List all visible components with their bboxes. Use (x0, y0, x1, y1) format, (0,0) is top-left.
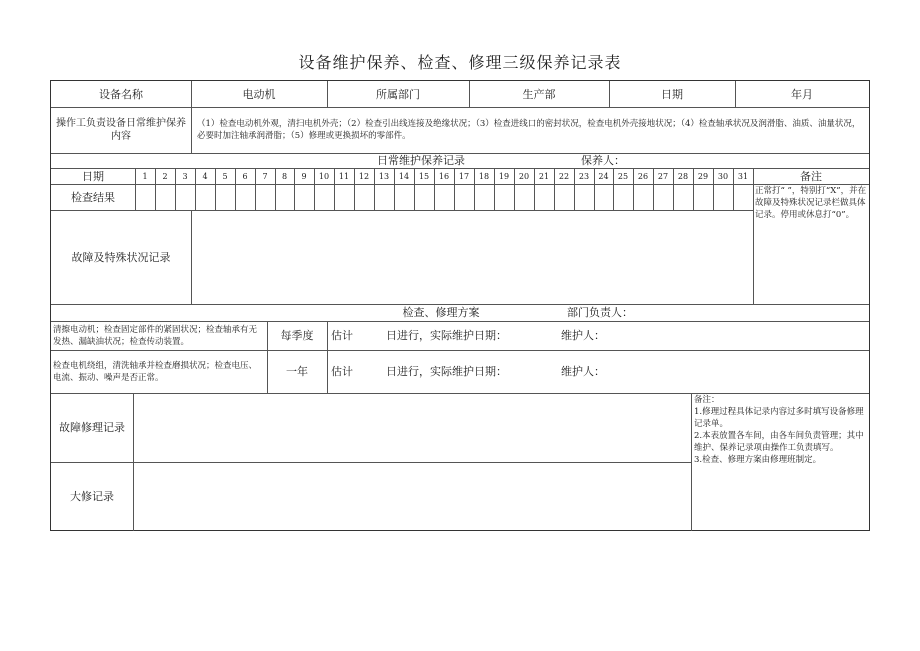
day-header-cell: 22 (558, 171, 570, 181)
day-header-cell: 30 (717, 171, 729, 181)
day-check-cell[interactable] (275, 184, 294, 210)
remarks-note: 正常打“ ”，特别打“X”，并在故障及特殊状况记录栏做具体记录。停用或休息打“0”。 (755, 186, 867, 220)
day-header-cell: 10 (318, 171, 330, 181)
day-check-cell[interactable] (713, 184, 733, 210)
day-check-cell[interactable] (294, 184, 314, 210)
day-header-cell: 29 (697, 171, 709, 181)
day-check-cell[interactable] (434, 184, 454, 210)
day-header-cell: 19 (498, 171, 510, 181)
day-header-cell: 28 (677, 171, 689, 181)
fault-repair-label: 故障修理记录 (59, 421, 125, 434)
day-check-cell[interactable] (474, 184, 494, 210)
day-check-cell[interactable] (574, 184, 594, 210)
day-check-cell[interactable] (534, 184, 554, 210)
repair-notes (694, 394, 868, 524)
day-header-cell: 31 (737, 171, 749, 181)
day-header-cell: 7 (262, 171, 268, 181)
form-title: 设备维护保养、检查、修理三级保养记录表 (298, 53, 622, 72)
fault-special-input[interactable] (192, 211, 752, 303)
yearly-cycle: 一年 (286, 365, 308, 378)
day-header-cell: 11 (338, 171, 350, 181)
day-check-cell[interactable] (334, 184, 354, 210)
fault-repair-input[interactable] (134, 394, 690, 461)
day-header-cell: 24 (598, 171, 609, 181)
day-header-cell: 1 (142, 171, 148, 181)
daily-maintainer-label: 保养人： (581, 154, 625, 167)
day-check-cell[interactable] (733, 184, 753, 210)
repair-note-2: 2.本表放置各车间，由各车间负责管理；其中维护、保养记录项由操作工负责填写。 (694, 431, 864, 453)
day-header-cell: 9 (301, 171, 307, 181)
day-check-cell[interactable] (135, 184, 155, 210)
day-header-cell: 6 (242, 171, 248, 181)
quarterly-plan[interactable]: 估计 日进行，实际维护日期： (331, 329, 507, 342)
department-head-label: 部门负责人： (567, 306, 633, 319)
day-header-cell: 3 (182, 171, 188, 181)
day-check-cell[interactable] (594, 184, 613, 210)
day-header-cell: 2 (162, 171, 168, 181)
inspection-section-title: 检查、修理方案 (402, 306, 480, 319)
yearly-inspection-content: 检查电机绕组，清洗轴承并检查磨损状况；检查电压、电流、振动、噪声是否正常。 (53, 360, 258, 383)
day-header-cell: 15 (418, 171, 430, 181)
remarks-label: 备注 (800, 169, 822, 183)
day-header-cell: 16 (438, 171, 450, 181)
equipment-name-value[interactable]: 电动机 (242, 87, 276, 101)
day-header-cell: 13 (378, 171, 390, 181)
day-header-cell: 27 (657, 171, 669, 181)
department-value[interactable]: 生产部 (522, 87, 556, 101)
day-check-cell[interactable] (354, 184, 374, 210)
check-result-label: 检查结果 (71, 190, 115, 204)
day-header-cell: 12 (358, 171, 370, 181)
day-check-cell[interactable] (195, 184, 215, 210)
yearly-maintainer[interactable]: 维护人： (561, 365, 605, 378)
day-header-cell: 18 (478, 171, 490, 181)
day-check-cell[interactable] (633, 184, 653, 210)
quarterly-maintainer[interactable]: 维护人： (561, 329, 605, 342)
day-check-cell[interactable] (235, 184, 255, 210)
day-check-cell[interactable] (414, 184, 434, 210)
date-label: 日期 (661, 87, 683, 101)
repair-note-3: 3.检查、修理方案由修理班制定。 (694, 455, 822, 465)
day-header-cell: 14 (398, 171, 410, 181)
day-check-cell[interactable] (454, 184, 474, 210)
day-header-cell: 17 (458, 171, 470, 181)
day-check-cell[interactable] (175, 184, 195, 210)
operator-maintenance-content: （1）检查电动机外观，清扫电机外壳；（2）检查引出线连接及绝缘状况；（3）检查进线口的密封状况，检查电机外壳接地状况；（4）检查轴承状况及润滑脂、油质、油量状况，必要时加注轴承润滑脂；（5）修理或更换损坏的零部件。 (197, 119, 861, 141)
repair-notes-title: 备注： (694, 395, 720, 405)
day-check-cell[interactable] (514, 184, 534, 210)
year-month-field[interactable]: 年月 (791, 87, 813, 101)
day-header-cell: 5 (222, 171, 228, 181)
day-check-cell[interactable] (494, 184, 514, 210)
day-check-cell[interactable] (673, 184, 693, 210)
day-header-cell: 23 (578, 171, 590, 181)
maintenance-record-form (50, 80, 870, 531)
day-header-cell: 4 (202, 171, 208, 181)
day-check-cell[interactable] (613, 184, 633, 210)
day-check-cell[interactable] (314, 184, 334, 210)
day-check-cell[interactable] (255, 184, 275, 210)
day-header-cell: 8 (281, 171, 288, 181)
day-check-cell[interactable] (554, 184, 574, 210)
day-header-cell: 20 (518, 171, 530, 181)
yearly-plan[interactable]: 估计 日进行，实际维护日期： (331, 365, 507, 378)
day-header-cell: 25 (617, 171, 629, 181)
overhaul-input[interactable] (134, 463, 690, 529)
day-column-label: 日期 (82, 169, 104, 183)
day-check-cell[interactable] (215, 184, 235, 210)
repair-note-1: 1.修理过程具体记录内容过多时填写设备修理记录单。 (694, 407, 864, 429)
day-check-cell[interactable] (693, 184, 713, 210)
daily-section-title: 日常维护保养记录 (377, 154, 465, 167)
day-header-cell: 26 (637, 171, 649, 181)
department-label: 所属部门 (376, 87, 420, 101)
day-check-cell[interactable] (155, 184, 175, 210)
fault-special-label: 故障及特殊状况记录 (71, 250, 171, 264)
quarterly-inspection-content: 清擦电动机；检查固定部件的紧固状况；检查轴承有无发热、漏缺油状况；检查传动装置。 (53, 324, 258, 347)
day-header-cell: 21 (538, 171, 550, 181)
day-check-cell[interactable] (374, 184, 394, 210)
overhaul-label: 大修记录 (70, 489, 114, 503)
operator-maintenance-label: 操作工负责设备日常维护保养内容 (56, 118, 186, 142)
day-check-cell[interactable] (394, 184, 414, 210)
quarterly-cycle: 每季度 (280, 329, 314, 342)
day-check-cell[interactable] (653, 184, 673, 210)
equipment-name-label: 设备名称 (99, 87, 143, 101)
